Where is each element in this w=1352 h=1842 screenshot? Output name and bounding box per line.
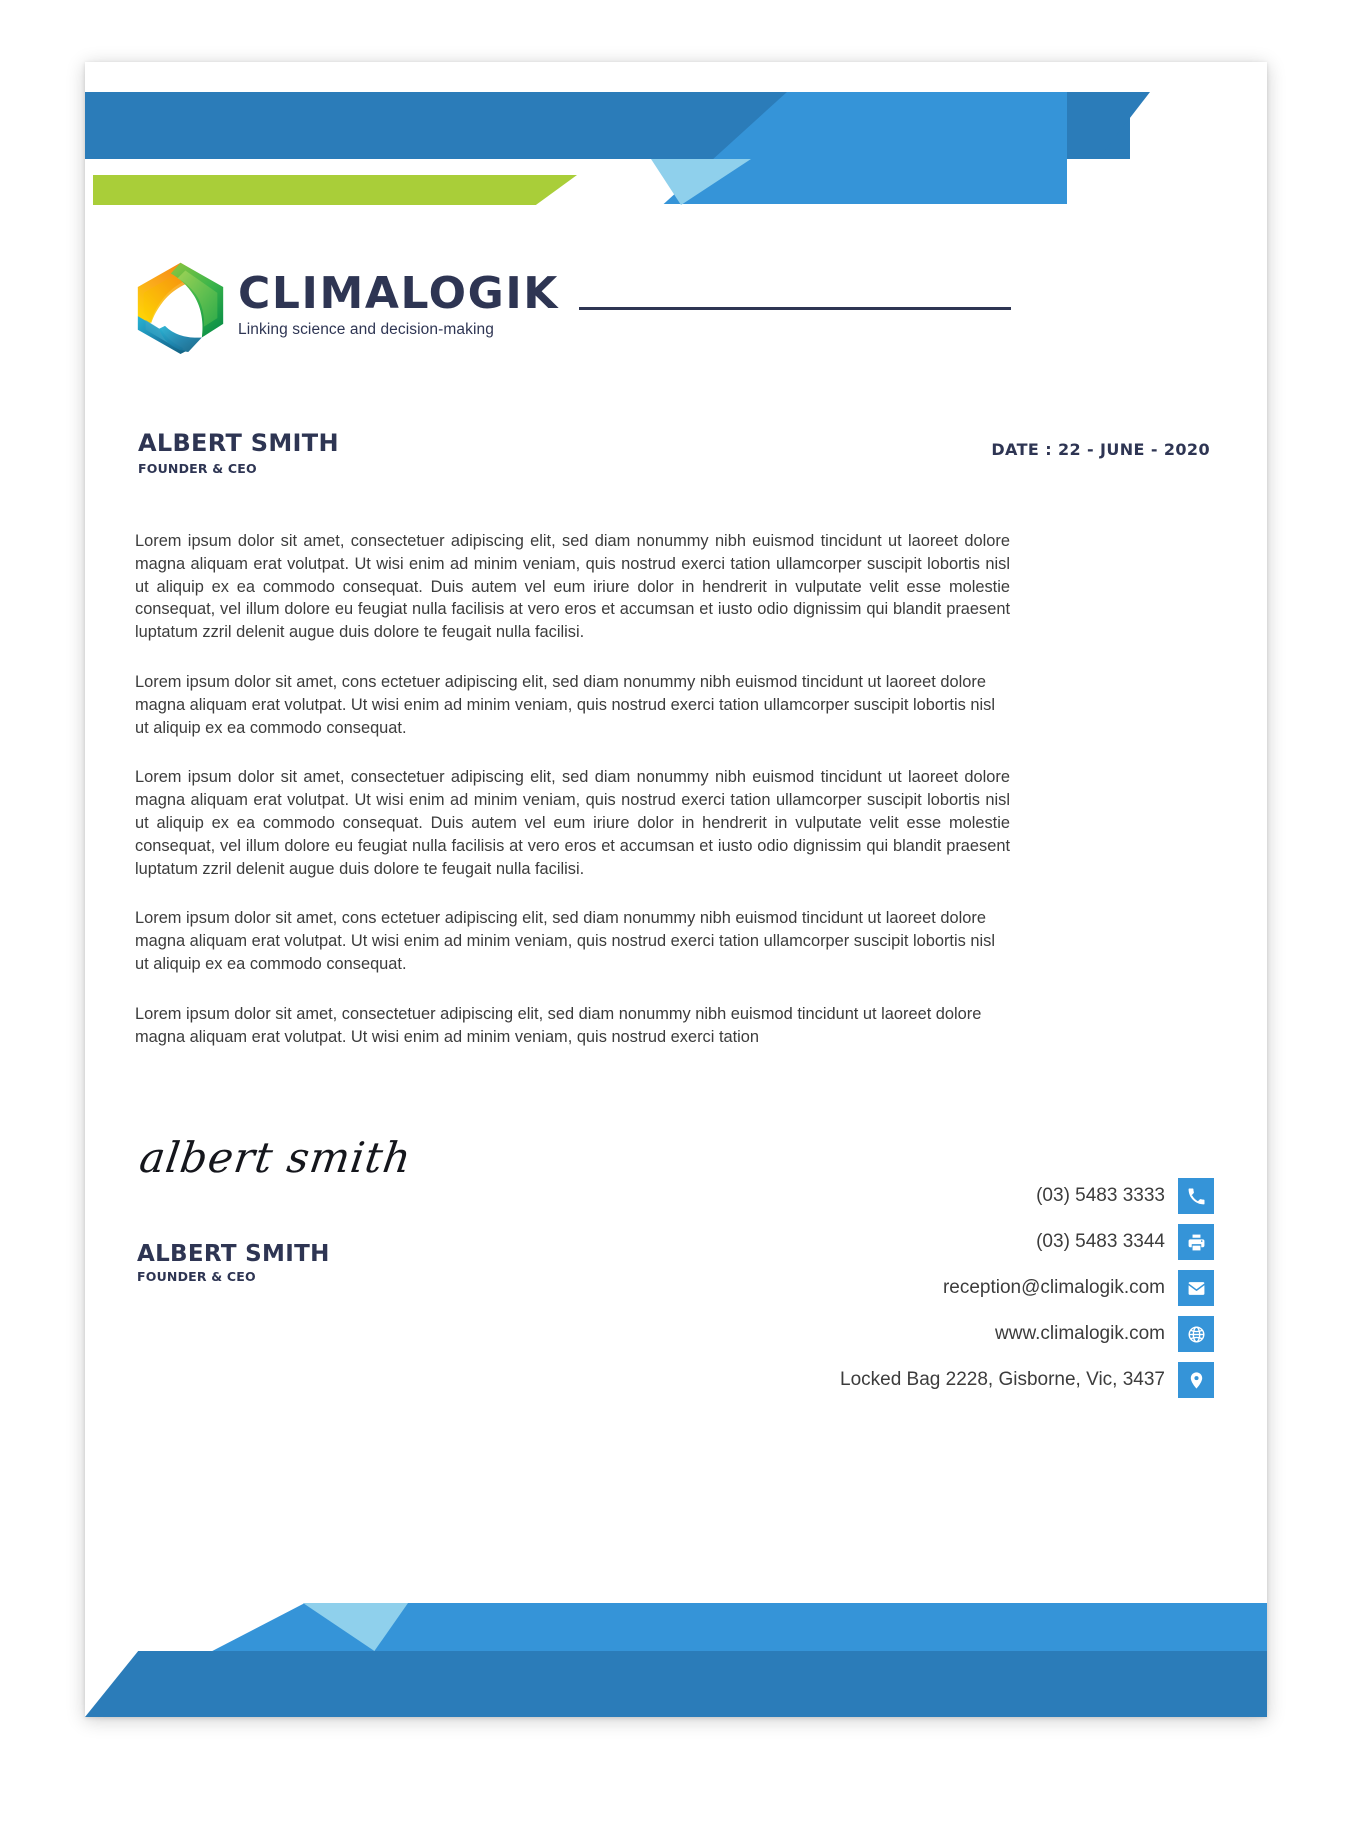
handwritten-signature: albert smith bbox=[136, 1133, 415, 1182]
email-address: reception@climalogik.com bbox=[942, 1277, 1165, 1298]
sender-role: FOUNDER & CEO bbox=[138, 460, 257, 476]
signer-name: ALBERT SMITH bbox=[137, 1241, 330, 1267]
phone-icon bbox=[1178, 1178, 1214, 1214]
letter-date: DATE : 22 - JUNE - 2020 bbox=[991, 440, 1210, 459]
fax-number: (03) 5483 3344 bbox=[1036, 1231, 1165, 1252]
contact-row-website[interactable] bbox=[995, 1316, 1214, 1352]
contact-row-address[interactable] bbox=[840, 1362, 1214, 1398]
climalogik-pinwheel-hexagon-icon bbox=[132, 254, 229, 354]
body-paragraph: Lorem ipsum dolor sit amet, consectetuer adipiscing elit, sed diam nonummy nibh euismod tincidunt ut laoreet dolore magna aliquam erat volutpat. Ut wisi enim ad minim veniam, quis nostrud exerci tation bbox=[135, 1004, 982, 1046]
globe-icon bbox=[1178, 1316, 1214, 1352]
footer-dark-blue-band bbox=[85, 1651, 1267, 1717]
contact-details bbox=[840, 1178, 1214, 1398]
logo-tagline: Linking science and decision-making bbox=[238, 320, 494, 338]
logo-wordmark: CLIMALOGIK bbox=[238, 267, 559, 319]
logo-text-group bbox=[238, 267, 559, 339]
sender-name: ALBERT SMITH bbox=[138, 429, 339, 457]
header-divider-rule bbox=[579, 307, 1011, 310]
contact-row-fax[interactable] bbox=[1036, 1224, 1214, 1260]
body-paragraph: Lorem ipsum dolor sit amet, cons ectetuer adipiscing elit, sed diam nonummy nibh euismod tincidunt ut laoreet dolore magna aliquam erat volutpat. Ut wisi enim ad minim veniam, quis nostrud exerci tation ullamcorper suscipit lobortis nisl ut aliquip ex ea commodo consequat. bbox=[135, 909, 995, 973]
sender-block bbox=[138, 430, 339, 476]
signer-role: FOUNDER & CEO bbox=[137, 1269, 256, 1285]
website-url: www.climalogik.com bbox=[995, 1323, 1165, 1344]
contact-row-email[interactable] bbox=[943, 1270, 1214, 1306]
contact-row-phone[interactable] bbox=[1036, 1178, 1214, 1214]
brand-logo bbox=[132, 254, 559, 354]
envelope-icon bbox=[1178, 1270, 1214, 1306]
letterhead-sheet bbox=[85, 62, 1267, 1717]
signature-block bbox=[136, 1133, 415, 1285]
body-paragraph: Lorem ipsum dolor sit amet, consectetuer adipiscing elit, sed diam nonummy nibh euismod tincidunt ut laoreet dolore magna aliquam erat volutpat. Ut wisi enim ad minim veniam, quis nostrud exerci tation ullamcorper suscipit lobortis nisl ut aliquip ex ea commodo consequat. Duis autem vel eum iriure dolor in hendrerit in vulputate velit esse molestie consequat, vel illum dolore eu feugiat nulla facilisis at vero eros et accumsan et iusto odio dignissim qui blandit praesent luptatum zzril delenit augue duis dolore te feugait nulla facilisi. bbox=[135, 532, 1010, 642]
body-paragraph: Lorem ipsum dolor sit amet, cons ectetuer adipiscing elit, sed diam nonummy nibh euismod tincidunt ut laoreet dolore magna aliquam erat volutpat. Ut wisi enim ad minim veniam, quis nostrud exerci tation ullamcorper suscipit lobortis nisl ut aliquip ex ea commodo consequat. bbox=[135, 672, 995, 737]
phone-number: (03) 5483 3333 bbox=[1036, 1185, 1165, 1206]
location-pin-icon bbox=[1178, 1362, 1214, 1398]
letter-body bbox=[135, 530, 1010, 1048]
fax-printer-icon bbox=[1178, 1224, 1214, 1260]
postal-address: Locked Bag 2228, Gisborne, Vic, 3437 bbox=[840, 1369, 1165, 1390]
body-paragraph: Lorem ipsum dolor sit amet, consectetuer adipiscing elit, sed diam nonummy nibh euismod tincidunt ut laoreet dolore magna aliquam erat volutpat. Ut wisi enim ad minim veniam, quis nostrud exerci tation ullamcorper suscipit lobortis nisl ut aliquip ex ea commodo consequat. Duis autem vel eum iriure dolor in hendrerit in vulputate velit esse molestie consequat, vel illum dolore eu feugiat nulla facilisis at vero eros et accumsan et iusto odio dignissim qui blandit praesent luptatum zzril delenit augue duis dolore te feugait nulla facilisi. bbox=[135, 768, 1010, 878]
header-green-band bbox=[93, 175, 577, 205]
